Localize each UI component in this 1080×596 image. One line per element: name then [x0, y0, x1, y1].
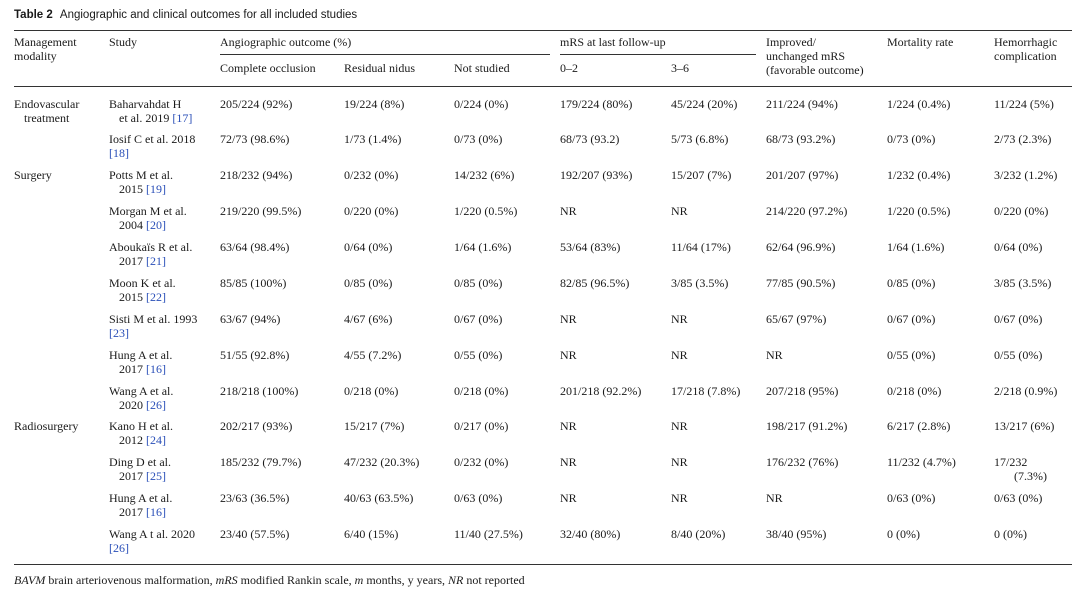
hemorrhagic-cell: 3/85 (3.5%)	[994, 276, 1052, 290]
header-mrs-low: 0–2	[560, 61, 578, 75]
residual-cell: 1/73 (1.4%)	[344, 132, 402, 146]
study-cell: Ding D et al. 2017 [25]	[109, 455, 171, 483]
improved-cell: 201/207 (97%)	[766, 168, 839, 182]
reference-link[interactable]: [17]	[172, 111, 193, 125]
complete-cell: 185/232 (79.7%)	[220, 455, 302, 469]
table-title: Angiographic and clinical outcomes for all included studies	[59, 9, 358, 21]
hemorrhagic-cell: 2/218 (0.9%)	[994, 384, 1058, 398]
reference-link[interactable]: [24]	[146, 433, 166, 447]
mrs-high-cell: NR	[671, 348, 688, 362]
header-mrs-high: 3–6	[671, 61, 689, 75]
complete-cell: 85/85 (100%)	[220, 276, 287, 290]
bottom-rule	[14, 564, 1072, 565]
mrs-low-cell: NR	[560, 491, 577, 505]
complete-cell: 72/73 (98.6%)	[220, 132, 290, 146]
mortality-cell: 0/67 (0%)	[887, 312, 936, 326]
residual-cell: 0/64 (0%)	[344, 240, 393, 254]
study-cell: Hung A et al. 2017 [16]	[109, 491, 173, 519]
hemorrhagic-cell: 0/67 (0%)	[994, 312, 1043, 326]
improved-cell: 77/85 (90.5%)	[766, 276, 836, 290]
mrs-low-cell: NR	[560, 455, 577, 469]
mortality-cell: 11/232 (4.7%)	[887, 455, 956, 469]
improved-cell: NR	[766, 491, 783, 505]
mrs-low-cell: 53/64 (83%)	[560, 240, 621, 254]
not-studied-cell: 1/220 (0.5%)	[454, 204, 518, 218]
complete-cell: 202/217 (93%)	[220, 419, 293, 433]
header-modality: Management modality	[14, 35, 77, 63]
mrs-high-cell: 8/40 (20%)	[671, 527, 726, 541]
header-rule	[14, 86, 1072, 87]
header-improved: Improved/ unchanged mRS (favorable outcome)	[766, 35, 864, 77]
header-angio-group: Angiographic outcome (%)	[220, 35, 352, 49]
improved-cell: 38/40 (95%)	[766, 527, 827, 541]
reference-link[interactable]: [23]	[109, 326, 129, 340]
study-cell: Sisti M et al. 1993 [23]	[109, 312, 198, 340]
mrs-high-cell: 45/224 (20%)	[671, 97, 738, 111]
group-label-endovascular: Endovascular treatment	[14, 97, 80, 125]
mrs-high-cell: 5/73 (6.8%)	[671, 132, 729, 146]
mortality-cell: 0/63 (0%)	[887, 491, 936, 505]
reference-link[interactable]: [19]	[146, 182, 166, 196]
study-cell: Moon K et al. 2015 [22]	[109, 276, 176, 304]
mrs-high-cell: 15/207 (7%)	[671, 168, 732, 182]
not-studied-cell: 0/224 (0%)	[454, 97, 509, 111]
mortality-cell: 6/217 (2.8%)	[887, 419, 951, 433]
study-cell: Morgan M et al. 2004 [20]	[109, 204, 187, 232]
residual-cell: 47/232 (20.3%)	[344, 455, 420, 469]
reference-link[interactable]: [16]	[146, 362, 166, 376]
table-caption	[14, 7, 357, 22]
not-studied-cell: 0/73 (0%)	[454, 132, 503, 146]
residual-cell: 6/40 (15%)	[344, 527, 399, 541]
residual-cell: 0/85 (0%)	[344, 276, 393, 290]
complete-cell: 51/55 (92.8%)	[220, 348, 290, 362]
hemorrhagic-cell: 11/224 (5%)	[994, 97, 1054, 111]
header-study: Study	[109, 35, 138, 49]
residual-cell: 19/224 (8%)	[344, 97, 405, 111]
not-studied-cell: 14/232 (6%)	[454, 168, 515, 182]
table-number: Table 2	[14, 9, 53, 21]
study-cell: Kano H et al. 2012 [24]	[109, 419, 173, 447]
reference-link[interactable]: [26]	[146, 398, 166, 412]
hemorrhagic-cell: 0/64 (0%)	[994, 240, 1043, 254]
residual-cell: 0/232 (0%)	[344, 168, 399, 182]
reference-link[interactable]: [20]	[146, 218, 166, 232]
study-cell: Wang A t al. 2020 [26]	[109, 527, 196, 555]
mortality-cell: 1/232 (0.4%)	[887, 168, 951, 182]
residual-cell: 4/55 (7.2%)	[344, 348, 402, 362]
complete-cell: 218/232 (94%)	[220, 168, 293, 182]
mrs-low-cell: NR	[560, 204, 577, 218]
hemorrhagic-cell: 3/232 (1.2%)	[994, 168, 1058, 182]
group-label-surgery: Surgery	[14, 168, 52, 182]
improved-cell: 211/224 (94%)	[766, 97, 838, 111]
mrs-low-cell: NR	[560, 312, 577, 326]
complete-cell: 218/218 (100%)	[220, 384, 299, 398]
not-studied-cell: 0/55 (0%)	[454, 348, 503, 362]
mrs-low-cell: 32/40 (80%)	[560, 527, 621, 541]
header-mortality: Mortality rate	[887, 35, 954, 49]
residual-cell: 0/220 (0%)	[344, 204, 399, 218]
reference-link[interactable]: [26]	[109, 541, 129, 555]
complete-cell: 205/224 (92%)	[220, 97, 293, 111]
improved-cell: 62/64 (96.9%)	[766, 240, 836, 254]
mrs-low-cell: 201/218 (92.2%)	[560, 384, 642, 398]
hemorrhagic-cell: 0/220 (0%)	[994, 204, 1049, 218]
mrs-low-cell: 179/224 (80%)	[560, 97, 633, 111]
not-studied-cell: 0/217 (0%)	[454, 419, 509, 433]
table-footnote: BAVM brain arteriovenous malformation, mRS modified Rankin scale, m months, y years, NR not reported	[14, 573, 525, 587]
hemorrhagic-cell: 0/55 (0%)	[994, 348, 1043, 362]
mortality-cell: 0/85 (0%)	[887, 276, 936, 290]
complete-cell: 63/64 (98.4%)	[220, 240, 290, 254]
improved-cell: NR	[766, 348, 783, 362]
hemorrhagic-cell: 13/217 (6%)	[994, 419, 1055, 433]
mrs-low-cell: 68/73 (93.2)	[560, 132, 620, 146]
residual-cell: 15/217 (7%)	[344, 419, 405, 433]
hemorrhagic-cell: 0 (0%)	[994, 527, 1027, 541]
improved-cell: 207/218 (95%)	[766, 384, 839, 398]
mrs-low-cell: 82/85 (96.5%)	[560, 276, 630, 290]
improved-cell: 214/220 (97.2%)	[766, 204, 848, 218]
residual-cell: 0/218 (0%)	[344, 384, 399, 398]
improved-cell: 176/232 (76%)	[766, 455, 839, 469]
header-hemorrhagic: Hemorrhagic complication	[994, 35, 1058, 63]
mrs-high-cell: NR	[671, 455, 688, 469]
mrs-high-cell: 17/218 (7.8%)	[671, 384, 741, 398]
reference-link[interactable]: [22]	[146, 290, 166, 304]
not-studied-cell: 0/67 (0%)	[454, 312, 503, 326]
header-complete: Complete occlusion	[220, 61, 316, 75]
mortality-cell: 0 (0%)	[887, 527, 920, 541]
mortality-cell: 1/64 (1.6%)	[887, 240, 945, 254]
residual-cell: 40/63 (63.5%)	[344, 491, 414, 505]
reference-link[interactable]: [25]	[146, 469, 166, 483]
complete-cell: 63/67 (94%)	[220, 312, 281, 326]
mrs-high-cell: NR	[671, 491, 688, 505]
complete-cell: 23/63 (36.5%)	[220, 491, 290, 505]
improved-cell: 198/217 (91.2%)	[766, 419, 848, 433]
mrs-high-cell: 11/64 (17%)	[671, 240, 731, 254]
group-label-radiosurgery: Radiosurgery	[14, 419, 79, 433]
complete-cell: 23/40 (57.5%)	[220, 527, 290, 541]
mrs-high-cell: NR	[671, 204, 688, 218]
study-cell: Baharvahdat H et al. 2019 [17]	[109, 97, 193, 125]
mrs-low-cell: NR	[560, 419, 577, 433]
not-studied-cell: 0/85 (0%)	[454, 276, 503, 290]
angio-group-rule	[220, 54, 550, 55]
mrs-high-cell: 3/85 (3.5%)	[671, 276, 729, 290]
study-cell: Hung A et al. 2017 [16]	[109, 348, 173, 376]
reference-link[interactable]: [18]	[109, 146, 129, 160]
improved-cell: 68/73 (93.2%)	[766, 132, 836, 146]
study-cell: Iosif C et al. 2018 [18]	[109, 132, 196, 160]
complete-cell: 219/220 (99.5%)	[220, 204, 302, 218]
mortality-cell: 1/220 (0.5%)	[887, 204, 951, 218]
mrs-low-cell: 192/207 (93%)	[560, 168, 633, 182]
residual-cell: 4/67 (6%)	[344, 312, 393, 326]
study-cell: Wang A et al. 2020 [26]	[109, 384, 174, 412]
mrs-low-cell: NR	[560, 348, 577, 362]
study-cell: Potts M et al. 2015 [19]	[109, 168, 174, 196]
mrs-high-cell: NR	[671, 312, 688, 326]
mrs-group-rule	[560, 54, 756, 55]
improved-cell: 65/67 (97%)	[766, 312, 827, 326]
mortality-cell: 0/55 (0%)	[887, 348, 936, 362]
mortality-cell: 0/73 (0%)	[887, 132, 936, 146]
reference-link[interactable]: [21]	[146, 254, 166, 268]
mortality-cell: 1/224 (0.4%)	[887, 97, 951, 111]
reference-link[interactable]: [16]	[146, 505, 166, 519]
study-cell: Aboukaïs R et al. 2017 [21]	[109, 240, 193, 268]
not-studied-cell: 1/64 (1.6%)	[454, 240, 512, 254]
not-studied-cell: 0/63 (0%)	[454, 491, 503, 505]
top-rule	[14, 30, 1072, 31]
not-studied-cell: 0/218 (0%)	[454, 384, 509, 398]
not-studied-cell: 11/40 (27.5%)	[454, 527, 523, 541]
hemorrhagic-cell: 17/232 (7.3%)	[994, 455, 1047, 483]
mrs-high-cell: NR	[671, 419, 688, 433]
header-mrs-group: mRS at last follow-up	[560, 35, 666, 49]
not-studied-cell: 0/232 (0%)	[454, 455, 509, 469]
header-not-studied: Not studied	[454, 61, 510, 75]
mortality-cell: 0/218 (0%)	[887, 384, 942, 398]
hemorrhagic-cell: 2/73 (2.3%)	[994, 132, 1052, 146]
header-residual: Residual nidus	[344, 61, 415, 75]
hemorrhagic-cell: 0/63 (0%)	[994, 491, 1043, 505]
